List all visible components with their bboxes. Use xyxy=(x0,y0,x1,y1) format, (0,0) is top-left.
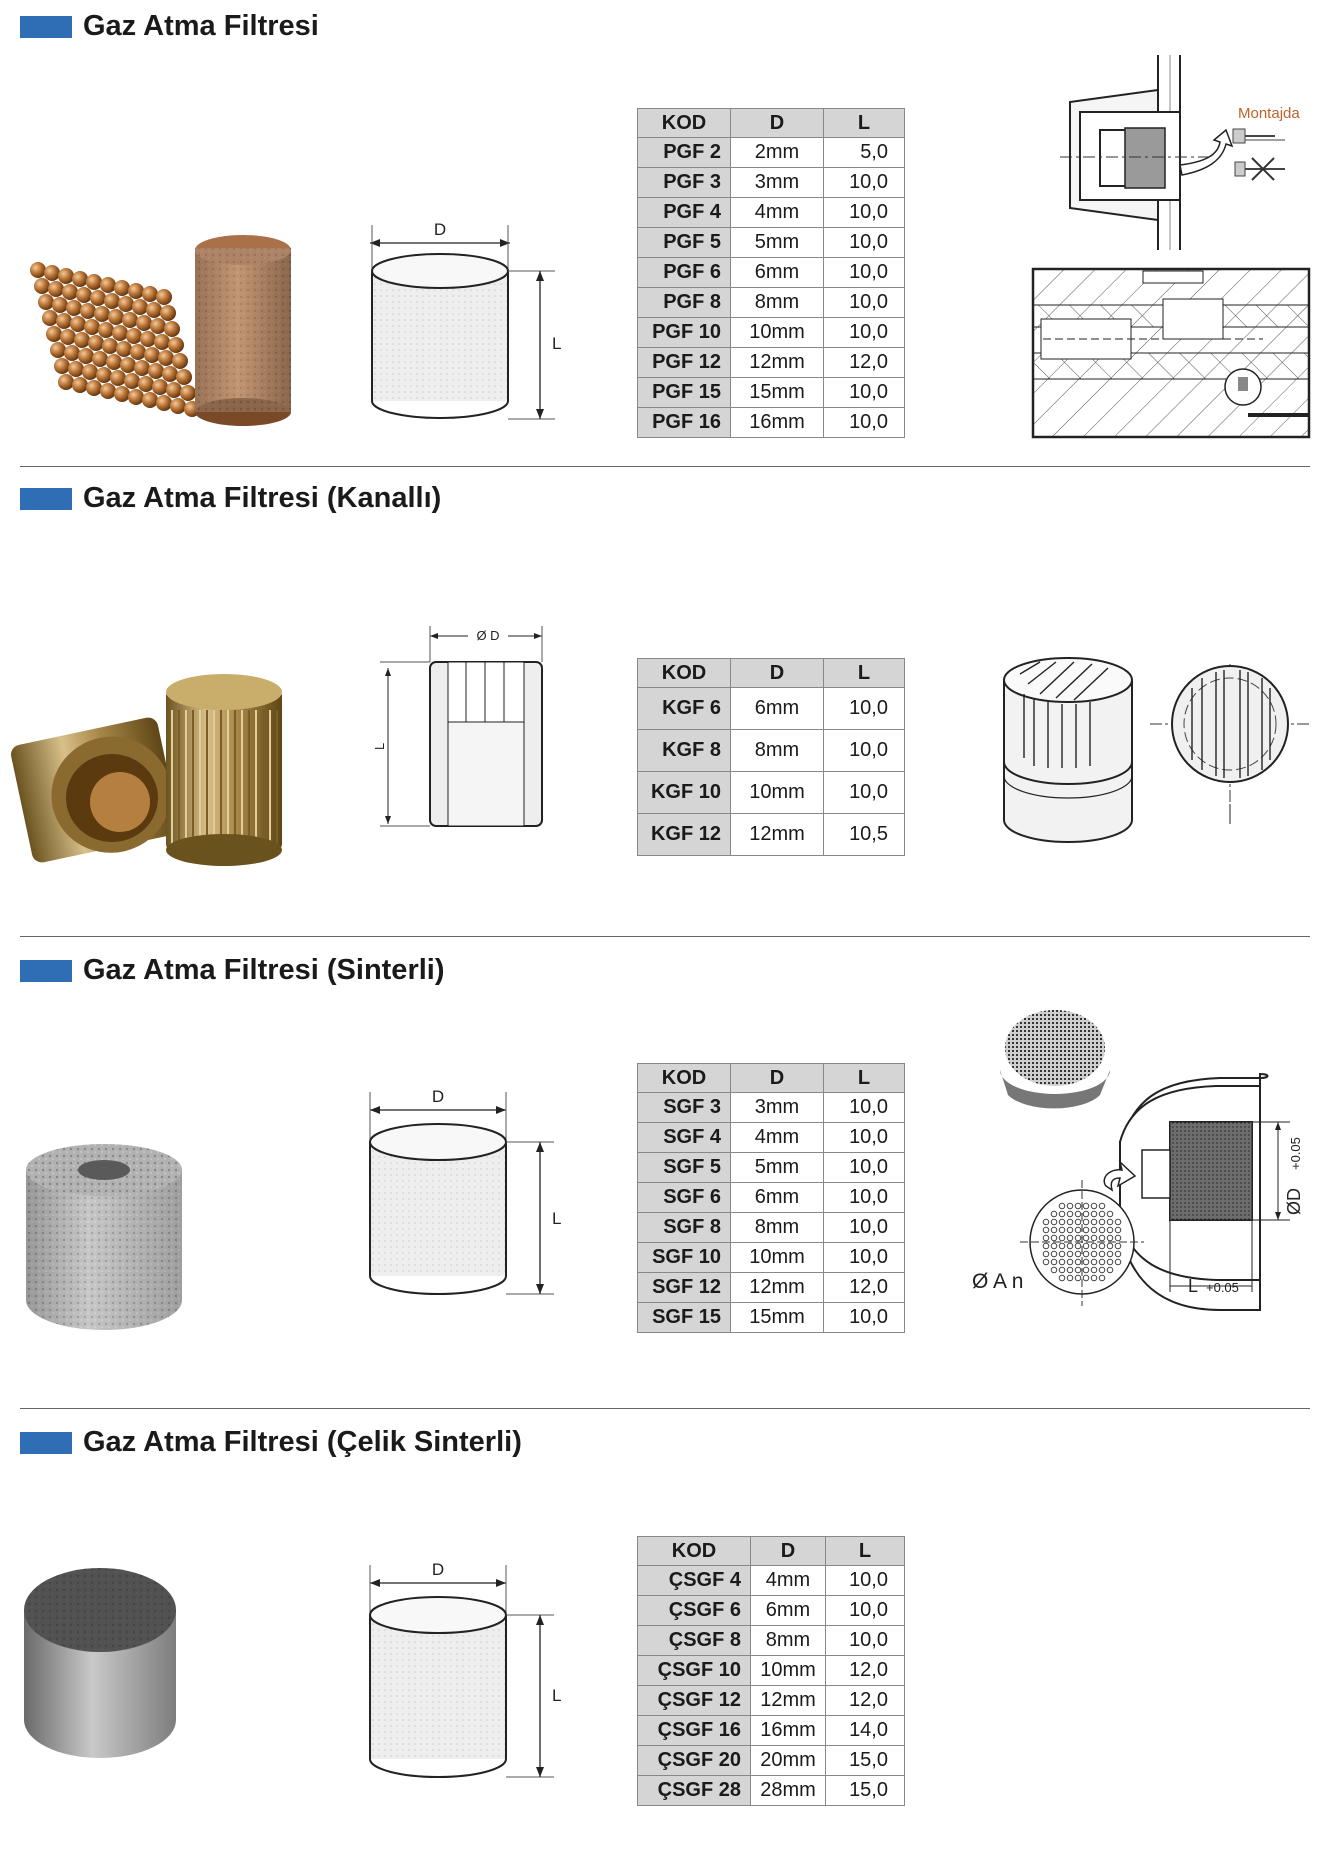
cell-l: 10,0 xyxy=(824,1303,905,1333)
cell-kod: KGF 10 xyxy=(638,772,731,814)
section-title: Gaz Atma Filtresi (Sinterli) xyxy=(83,954,445,986)
cell-l: 10,0 xyxy=(824,168,905,198)
table-header-row xyxy=(638,109,905,138)
callout-montajda: Montajda xyxy=(1238,105,1300,122)
cell-kod: ÇSGF 12 xyxy=(638,1686,751,1716)
sintered-cylinder-photo xyxy=(20,1140,190,1340)
cell-l: 10,0 xyxy=(824,288,905,318)
section-title: Gaz Atma Filtresi (Çelik Sinterli) xyxy=(83,1426,522,1458)
cell-l: 10,0 xyxy=(824,772,905,814)
cell-l: 10,0 xyxy=(824,258,905,288)
sinter-mounting-section-icon xyxy=(960,1010,1330,1296)
channel-filter-top-view-icon xyxy=(1150,664,1310,834)
table-row xyxy=(638,772,905,814)
table-row xyxy=(638,1123,905,1153)
cell-d: 10mm xyxy=(731,1243,824,1273)
table-row xyxy=(638,228,905,258)
cell-kod: PGF 2 xyxy=(638,138,731,168)
cell-d: 20mm xyxy=(751,1746,826,1776)
table-row xyxy=(638,318,905,348)
cell-d: 4mm xyxy=(731,198,824,228)
table-row xyxy=(638,1093,905,1123)
cell-d: 5mm xyxy=(731,1153,824,1183)
cell-kod: PGF 6 xyxy=(638,258,731,288)
accent-bar xyxy=(20,16,72,38)
column-header: L xyxy=(824,1064,905,1093)
od-label: ØD xyxy=(1284,1188,1304,1215)
table-row xyxy=(638,1273,905,1303)
cell-kod: SGF 12 xyxy=(638,1273,731,1303)
cell-l: 10,0 xyxy=(826,1626,905,1656)
cell-l: 10,0 xyxy=(824,228,905,258)
l-label: L xyxy=(552,1209,562,1228)
table-row xyxy=(638,258,905,288)
cell-kod: PGF 16 xyxy=(638,408,731,438)
cell-kod: PGF 10 xyxy=(638,318,731,348)
steel-sinter-cylinder-photo xyxy=(20,1560,180,1770)
table-row xyxy=(638,1656,905,1686)
spec-table-pgf xyxy=(637,108,905,438)
mounting-section-icon xyxy=(1030,50,1330,260)
channel-filter-dimension-drawing xyxy=(370,626,560,836)
cell-kod: SGF 4 xyxy=(638,1123,731,1153)
cell-l: 15,0 xyxy=(826,1776,905,1806)
cell-d: 10mm xyxy=(751,1656,826,1686)
section-divider xyxy=(20,936,1310,937)
section-divider xyxy=(20,466,1310,467)
cell-l: 10,0 xyxy=(826,1596,905,1626)
cell-l: 10,0 xyxy=(824,1123,905,1153)
table-row xyxy=(638,198,905,228)
cell-d: 12mm xyxy=(731,814,824,856)
cell-kod: ÇSGF 6 xyxy=(638,1596,751,1626)
column-header: D xyxy=(731,109,824,138)
mold-section-icon xyxy=(1033,269,1313,441)
cell-kod: ÇSGF 16 xyxy=(638,1716,751,1746)
cell-l: 15,0 xyxy=(826,1746,905,1776)
cell-kod: PGF 8 xyxy=(638,288,731,318)
table-row xyxy=(638,1153,905,1183)
table-header-row xyxy=(638,1064,905,1093)
table-row xyxy=(638,1183,905,1213)
cell-d: 10mm xyxy=(731,772,824,814)
table-row xyxy=(638,1746,905,1776)
cell-l: 10,0 xyxy=(824,1183,905,1213)
table-row xyxy=(638,288,905,318)
cell-l: 10,0 xyxy=(824,318,905,348)
cell-l: 10,0 xyxy=(824,1243,905,1273)
cell-l: 10,0 xyxy=(824,688,905,730)
cell-l: 10,0 xyxy=(824,730,905,772)
cell-d: 8mm xyxy=(751,1626,826,1656)
table-row xyxy=(638,688,905,730)
column-header: D xyxy=(751,1537,826,1566)
table-row xyxy=(638,1213,905,1243)
cell-l: 12,0 xyxy=(824,1273,905,1303)
spec-table-sgf xyxy=(637,1063,905,1333)
od-tolerance: +0.05 xyxy=(1288,1137,1303,1170)
table-row xyxy=(638,1626,905,1656)
table-row xyxy=(638,378,905,408)
cell-kod: SGF 10 xyxy=(638,1243,731,1273)
cell-l: 10,0 xyxy=(824,1213,905,1243)
cell-kod: KGF 12 xyxy=(638,814,731,856)
cell-kod: KGF 8 xyxy=(638,730,731,772)
table-header-row xyxy=(638,1537,905,1566)
cell-d: 4mm xyxy=(731,1123,824,1153)
l-label: L xyxy=(552,1686,562,1705)
cell-kod: PGF 12 xyxy=(638,348,731,378)
accent-bar xyxy=(20,488,72,510)
cell-d: 15mm xyxy=(731,378,824,408)
bronze-ball-filter-photo xyxy=(20,230,200,430)
l-label: L xyxy=(552,334,562,353)
column-header: KOD xyxy=(638,109,731,138)
table-row xyxy=(638,1776,905,1806)
cell-kod: KGF 6 xyxy=(638,688,731,730)
table-row xyxy=(638,1596,905,1626)
cell-kod: PGF 4 xyxy=(638,198,731,228)
cell-l: 12,0 xyxy=(826,1656,905,1686)
cell-kod: SGF 8 xyxy=(638,1213,731,1243)
cell-d: 12mm xyxy=(731,348,824,378)
column-header: L xyxy=(824,659,905,688)
d-label: D xyxy=(431,1087,445,1106)
cell-l: 14,0 xyxy=(826,1716,905,1746)
l-label: L xyxy=(372,742,387,750)
cell-l: 12,0 xyxy=(824,348,905,378)
table-row xyxy=(638,1716,905,1746)
cell-d: 12mm xyxy=(731,1273,824,1303)
cell-kod: ÇSGF 20 xyxy=(638,1746,751,1776)
cylinder-dimension-drawing xyxy=(360,215,570,425)
cell-kod: SGF 3 xyxy=(638,1093,731,1123)
cell-d: 6mm xyxy=(751,1596,826,1626)
column-header: D xyxy=(731,1064,824,1093)
table-row xyxy=(638,1686,905,1716)
cell-d: 2mm xyxy=(731,138,824,168)
table-row xyxy=(638,1566,905,1596)
table-row xyxy=(638,168,905,198)
section-title: Gaz Atma Filtresi (Kanallı) xyxy=(83,482,442,514)
cell-l: 10,0 xyxy=(824,1093,905,1123)
section-title: Gaz Atma Filtresi xyxy=(83,10,319,42)
column-header: D xyxy=(731,659,824,688)
cell-l: 10,0 xyxy=(824,1153,905,1183)
cell-l: 10,0 xyxy=(826,1566,905,1596)
table-row xyxy=(638,348,905,378)
cell-kod: ÇSGF 8 xyxy=(638,1626,751,1656)
cell-l: 5,0 xyxy=(824,138,905,168)
section-divider xyxy=(20,1408,1310,1409)
cell-l: 10,5 xyxy=(824,814,905,856)
cell-d: 3mm xyxy=(731,168,824,198)
l-tolerance: +0.05 xyxy=(1206,1280,1239,1295)
cell-l: 10,0 xyxy=(824,408,905,438)
cell-d: 15mm xyxy=(731,1303,824,1333)
cell-d: 8mm xyxy=(731,730,824,772)
cell-d: 16mm xyxy=(731,408,824,438)
l-dim-label: L xyxy=(1188,1276,1199,1296)
cylinder-dimension-drawing xyxy=(358,1555,568,1785)
cell-kod: PGF 3 xyxy=(638,168,731,198)
column-header: KOD xyxy=(638,1537,751,1566)
cell-kod: ÇSGF 28 xyxy=(638,1776,751,1806)
cell-d: 12mm xyxy=(751,1686,826,1716)
accent-bar xyxy=(20,1432,72,1454)
cell-d: 6mm xyxy=(731,1183,824,1213)
cell-d: 28mm xyxy=(751,1776,826,1806)
cell-l: 10,0 xyxy=(824,378,905,408)
table-row xyxy=(638,1243,905,1273)
brass-channel-insert-photo xyxy=(20,670,290,870)
spec-table-kgf xyxy=(637,658,905,856)
accent-bar xyxy=(20,960,72,982)
cell-d: 6mm xyxy=(731,258,824,288)
hole-diameter-label: Ø A n xyxy=(972,1270,1024,1293)
cell-kod: SGF 6 xyxy=(638,1183,731,1213)
cell-d: 8mm xyxy=(731,288,824,318)
cell-d: 3mm xyxy=(731,1093,824,1123)
cell-l: 12,0 xyxy=(826,1686,905,1716)
cell-kod: SGF 5 xyxy=(638,1153,731,1183)
table-row xyxy=(638,138,905,168)
cell-d: 10mm xyxy=(731,318,824,348)
column-header: KOD xyxy=(638,659,731,688)
d-label: D xyxy=(433,220,447,239)
column-header: L xyxy=(824,109,905,138)
cell-kod: ÇSGF 4 xyxy=(638,1566,751,1596)
cell-d: 6mm xyxy=(731,688,824,730)
od-label: Ø D xyxy=(476,628,500,643)
table-row xyxy=(638,730,905,772)
sintered-plug-photo xyxy=(190,232,300,432)
cell-kod: ÇSGF 10 xyxy=(638,1656,751,1686)
column-header: L xyxy=(826,1537,905,1566)
spec-table-csgf xyxy=(637,1536,905,1806)
table-row xyxy=(638,1303,905,1333)
table-row xyxy=(638,408,905,438)
table-header-row xyxy=(638,659,905,688)
channel-filter-iso-icon xyxy=(1000,650,1140,850)
column-header: KOD xyxy=(638,1064,731,1093)
cell-kod: SGF 15 xyxy=(638,1303,731,1333)
cylinder-dimension-drawing xyxy=(358,1082,568,1302)
d-label: D xyxy=(431,1560,445,1579)
cell-kod: PGF 15 xyxy=(638,378,731,408)
cell-d: 16mm xyxy=(751,1716,826,1746)
cell-d: 4mm xyxy=(751,1566,826,1596)
cell-d: 8mm xyxy=(731,1213,824,1243)
cell-kod: PGF 5 xyxy=(638,228,731,258)
cell-d: 5mm xyxy=(731,228,824,258)
cell-l: 10,0 xyxy=(824,198,905,228)
table-row xyxy=(638,814,905,856)
